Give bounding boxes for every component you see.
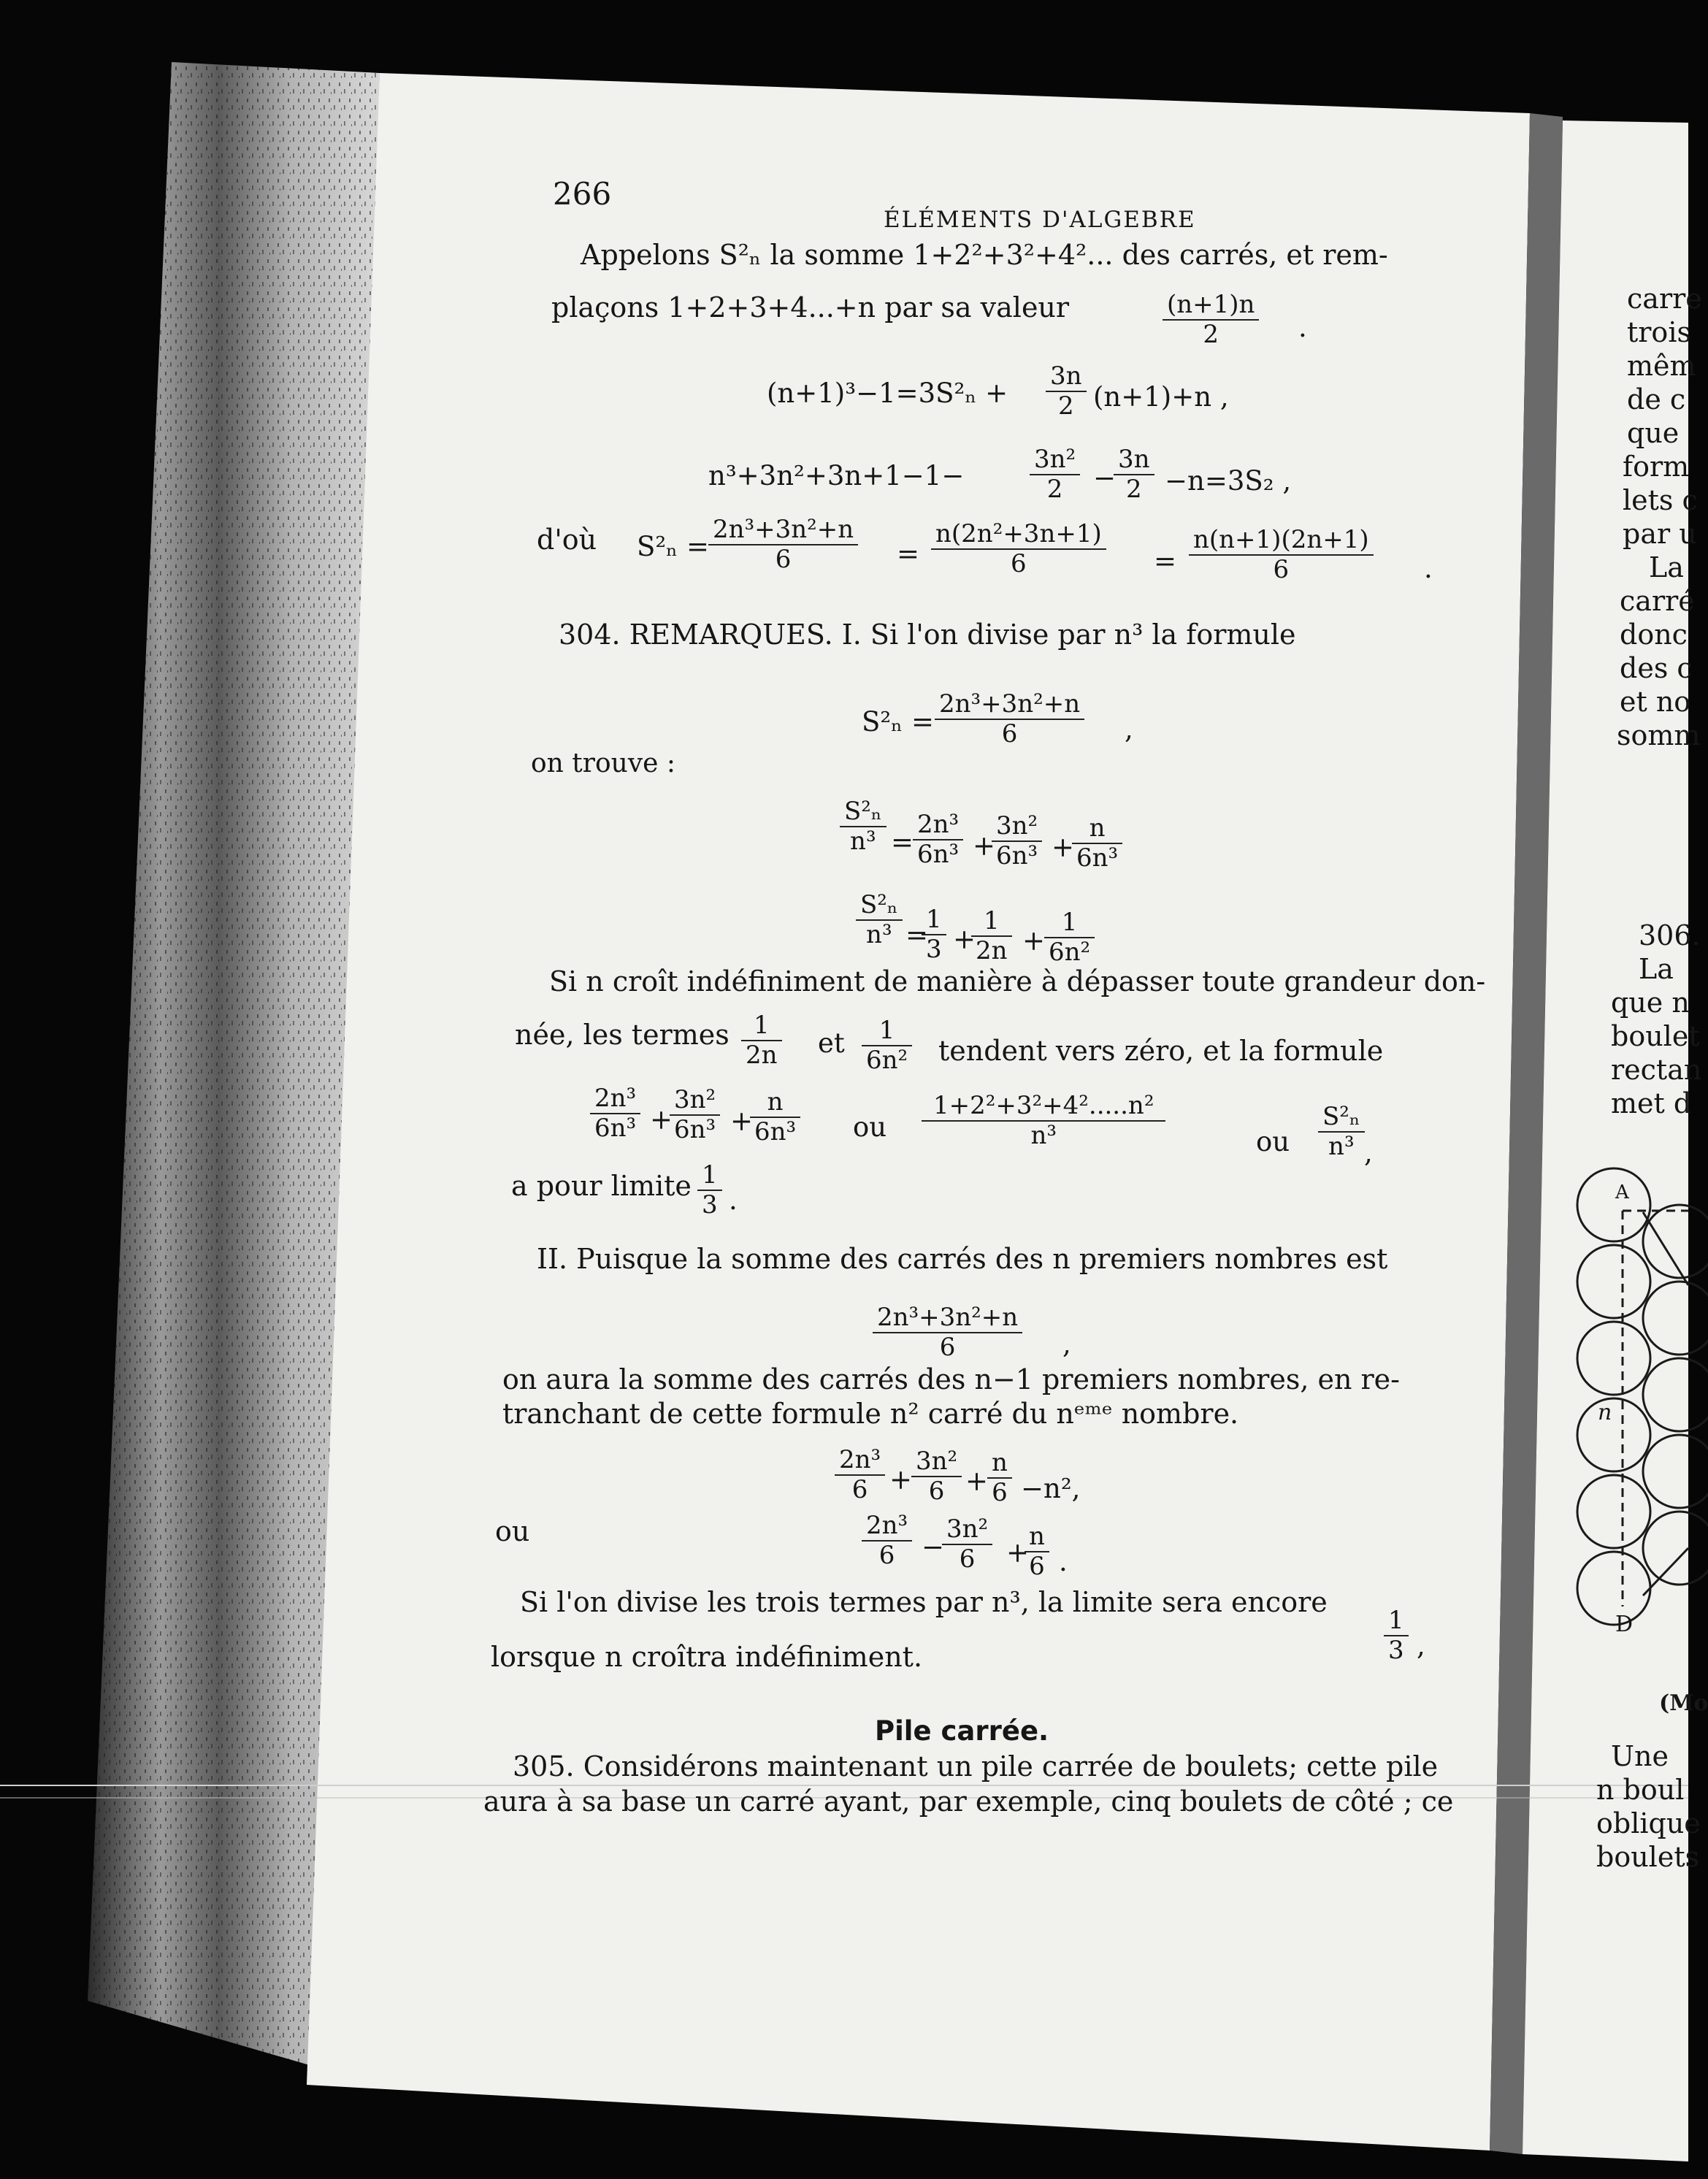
fraction: $\frac{1}{3}$ bbox=[922, 905, 946, 964]
equation: (n+1)³−1=3S²ₙ + bbox=[767, 378, 1008, 409]
text-fragment: mêm bbox=[1627, 350, 1696, 382]
fraction: $\frac{\text{S²ₙ}}{\text{n³}}$ bbox=[840, 797, 886, 856]
figure-caption: (Mo bbox=[1659, 1690, 1708, 1716]
text-line: lorsque n croîtra indéfiniment. bbox=[491, 1641, 923, 1673]
text-fragment: met d bbox=[1611, 1087, 1692, 1119]
equals-sign: = bbox=[897, 538, 920, 570]
fraction: $\frac{n(n+1)(2n+1)}{6}$ bbox=[1189, 526, 1374, 584]
text-fragment: La bbox=[1649, 551, 1684, 583]
text-fragment: trois bbox=[1627, 316, 1691, 348]
fraction: $\frac{\text{S²ₙ}}{\text{n³}}$ bbox=[856, 891, 903, 949]
fraction: $\frac{\text{n(2n²+3n+1)}}{6}$ bbox=[931, 520, 1106, 578]
fraction: $\frac{n}{\text{6n³}}$ bbox=[750, 1088, 800, 1146]
figure-label: A bbox=[1615, 1182, 1629, 1203]
text-line: on aura la somme des carrés des n−1 premiers nombres, en re- bbox=[502, 1363, 1401, 1395]
fraction: $\frac{1}{\text{6n²}}$ bbox=[1044, 908, 1095, 967]
text-line: plaçons 1+2+3+4...+n par sa valeur bbox=[551, 291, 1070, 323]
fraction: $\frac{\text{2n³}}{6}$ bbox=[835, 1446, 885, 1504]
text-line: Appelons S²ₙ la somme 1+2²+3²+4²... des carrés, et rem- bbox=[581, 239, 1388, 271]
word-ou: ou bbox=[853, 1111, 887, 1143]
text-fragment: boulets bbox=[1596, 1841, 1700, 1873]
equation: S²ₙ = bbox=[637, 531, 709, 562]
text-line: II. Puisque la somme des carrés des n premiers nombres est bbox=[537, 1243, 1388, 1275]
fraction: $\frac{\text{2n³}}{\text{6n³}}$ bbox=[590, 1084, 640, 1143]
equation: n³+3n²+3n+1−1− bbox=[708, 460, 965, 491]
fraction: $\frac{3n}{2}$ bbox=[1114, 445, 1154, 504]
figure-label: D bbox=[1615, 1612, 1634, 1637]
fraction: $\frac{n}{6}$ bbox=[1025, 1523, 1049, 1581]
text-fragment: que n bbox=[1611, 987, 1690, 1019]
text-line: tranchant de cette formule n² carré du nᵉᵐᵉ nombre. bbox=[502, 1398, 1239, 1430]
fraction: $\frac{1}{2n}$ bbox=[741, 1011, 782, 1070]
fraction: $\frac{\text{1+2²+3²+4².....n²}}{\text{n³}}$ bbox=[922, 1092, 1165, 1150]
fraction: $\frac{\text{S²ₙ}}{\text{n³}}$ bbox=[1318, 1103, 1365, 1161]
word-ou: ou bbox=[1256, 1126, 1290, 1157]
text-fragment: La bbox=[1639, 953, 1674, 985]
text-line: Si l'on divise les trois termes par n³, la limite sera encore bbox=[520, 1586, 1328, 1618]
fraction: $\frac{1}{3}$ bbox=[1384, 1607, 1409, 1665]
word-ou: ou bbox=[495, 1515, 530, 1547]
text-fragment: rectan bbox=[1611, 1054, 1702, 1086]
text-fragment: n boul bbox=[1596, 1774, 1685, 1806]
text-fragment: des c bbox=[1620, 652, 1693, 684]
period: . bbox=[1424, 553, 1433, 584]
figure-label: n bbox=[1598, 1400, 1612, 1425]
text-fragment: que bbox=[1627, 417, 1680, 449]
section-heading: Pile carrée. bbox=[875, 1715, 1049, 1747]
text-fragment: 306. bbox=[1639, 919, 1701, 951]
text-fragment: et no bbox=[1620, 686, 1691, 718]
text-line: 305. Considérons maintenant un pile carrée de boulets; cette pile bbox=[513, 1750, 1439, 1782]
comma: , bbox=[1125, 713, 1133, 745]
text-fragment: lets c bbox=[1623, 484, 1698, 516]
text-fragment: boulet bbox=[1611, 1020, 1700, 1052]
text-fragment: carre bbox=[1627, 283, 1702, 315]
fraction: $\frac{\text{2n³+3n²+n}}{6}$ bbox=[708, 516, 858, 574]
text-line: aura à sa base un carré ayant, par exemple, cinq boulets de côté ; ce bbox=[483, 1785, 1454, 1818]
running-head: ÉLÉMENTS D'ALGEBRE bbox=[884, 207, 1196, 233]
text-fragment: oblique bbox=[1596, 1807, 1701, 1839]
fraction: $\frac{1}{3}$ bbox=[697, 1161, 722, 1219]
fraction: $\frac{n}{6}$ bbox=[987, 1449, 1012, 1507]
dou-label: d'où bbox=[537, 524, 597, 556]
text-line: née, les termes bbox=[515, 1019, 729, 1051]
text-fragment: de c bbox=[1627, 383, 1686, 415]
word-et: et bbox=[818, 1027, 845, 1059]
fraction: $\frac{\text{3n²}}{\text{6n³}}$ bbox=[992, 812, 1042, 870]
text-fragment: donc bbox=[1620, 619, 1688, 651]
equation: S²ₙ = bbox=[862, 706, 934, 738]
fraction: $\frac{3n}{2}$ bbox=[1046, 362, 1087, 421]
text-line: tendent vers zéro, et la formule bbox=[938, 1035, 1384, 1067]
fraction: $\frac{n}{\text{6n³}}$ bbox=[1072, 814, 1122, 873]
minus-sign: − bbox=[1093, 462, 1117, 494]
fraction: $\frac{\text{3n²}}{6}$ bbox=[942, 1515, 992, 1574]
fraction: $\frac{1}{2n}$ bbox=[971, 907, 1012, 965]
on-trouve: on trouve : bbox=[531, 748, 676, 778]
fraction: $\frac{1}{\text{6n²}}$ bbox=[862, 1016, 912, 1075]
text-line: a pour limite bbox=[511, 1170, 692, 1202]
fraction: $\frac{\text{2n³}}{6}$ bbox=[862, 1512, 912, 1570]
fraction: $\frac{\text{3n²}}{\text{6n³}}$ bbox=[670, 1086, 720, 1144]
equals-sign: = bbox=[1154, 545, 1177, 577]
equation: (n+1)+n , bbox=[1093, 381, 1229, 413]
text-line: Si n croît indéfiniment de manière à dépasser toute grandeur don- bbox=[549, 965, 1486, 997]
fraction: $\frac{\text{3n²}}{6}$ bbox=[911, 1447, 962, 1506]
text-fragment: somm bbox=[1617, 719, 1701, 751]
equation: −n², bbox=[1021, 1473, 1081, 1504]
fraction: $\frac{\text{2n³+3n²+n}}{6}$ bbox=[935, 690, 1084, 748]
text-fragment: par u bbox=[1623, 518, 1697, 550]
page-number: 266 bbox=[553, 176, 612, 212]
text-fragment: Une bbox=[1611, 1740, 1669, 1772]
fraction: $\frac{\text{3n²}}{2}$ bbox=[1030, 445, 1080, 504]
document-page: 266 ÉLÉMENTS D'ALGEBRE Appelons S²ₙ la somme 1+2²+3²+4²... des carrés, et rem- plaçons 1+2+3+4...+n par sa valeur $\frac{(n+1)n}{2}$ . (n+1)³−1=3S²ₙ + $\frac{3n}{2}$ (n+1)+n , n³+3n²+3n+1−1− $\frac{\text{3n²}}{2}$ − $\frac{3n}{2}$ −n=3S₂ , d'où S²ₙ = $\frac{\text{2n³+3n²+n}}{6}$ = $\frac{\text{n(2n²+3n+1)}}{6}$ = $\frac{n(n+1)(2n+1)}{6}$ . 304. REMARQUES. I. Si l'on divise par n³ la formule S²ₙ = $\frac{\text{2n³+3n²+n}}{6}$ , on trouve : $\frac{\text{S²ₙ}}{\text{n³}}$ = $\frac{\text{2n³}}{\text{6n³}}$ + $\frac{\text{3n²}}{\text{6n³}}$ + $\frac{n}{\text{6n³}}$ $\frac{\text{S²ₙ}}{\text{n³}}$ = $\frac{1}{3}$ + $\frac{1}{2n}$ + $\frac{1}{\text{6n²}}$ Si n croît indéfiniment de manière à dépasser toute grandeur don- née, les termes $\frac{1}{2n}$ et $\frac{1}{\text{6n²}}$ tendent vers zéro, et la formule $\frac{\text{2n³}}{\text{6n³}}$ + $\frac{\text{3n²}}{\text{6n³}}$ + $\frac{n}{\text{6n³}}$ ou $\frac{\text{1+2²+3²+4².....n²}}{\text{n³}}$ ou $\frac{\text{S²ₙ}}{\text{n³}}$ , a pour limite $\frac{1}{3}$ . II. Puisque la somme des carrés des n premiers nombres est $\frac{\text{2n³+3n²+n}}{6}$ , on aura la somme des carrés des n−1 premiers nombres, en re- tranchant de cette formule n² carré du nᵉᵐᵉ nombre. $\frac{\text{2n³}}{6}$ + $\frac{\text{3n²}}{6}$ + $\frac{n}{6}$ −n², ou $\frac{\text{2n³}}{6}$ − $\frac{\text{3n²}}{6}$ + $\frac{n}{6}$ . Si l'on divise les trois termes par n³, la limite sera encore $\frac{1}{3}$ , lorsque n croîtra indéfiniment. Pile carrée. 305. Considérons maintenant un pile carrée de boulets; cette pile aura à sa base un carré ayant, par exemple, cinq boulets de côté ; ce carre trois mêm de c que form lets c par u La carré donc des c et no somm 306. La que n boulet rectan met d A n D (Mo Une n boul oblique boulets bbox=[483, 176, 1708, 1873]
fraction: $\frac{\text{2n³}}{\text{6n³}}$ bbox=[913, 811, 963, 869]
equation: −n=3S₂ , bbox=[1165, 465, 1292, 497]
fraction: $\frac{\text{2n³+3n²+n}}{6}$ bbox=[873, 1303, 1022, 1362]
text-fragment: carré bbox=[1620, 585, 1695, 617]
fraction: $\frac{(n+1)n}{2}$ bbox=[1163, 291, 1259, 349]
section-304: 304. REMARQUES. I. Si l'on divise par n³ la formule bbox=[559, 619, 1296, 651]
text-fragment: form bbox=[1623, 451, 1690, 483]
